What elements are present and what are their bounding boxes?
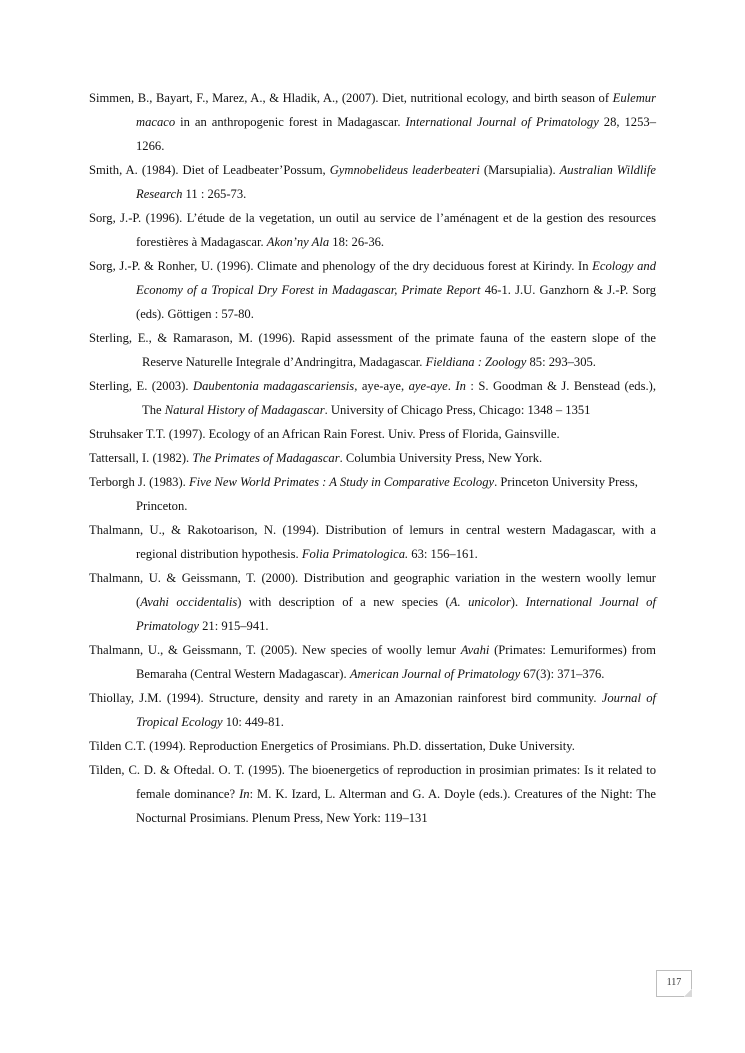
reference-list (89, 86, 656, 830)
reference-italic-text: Australian Wildlife Research (136, 163, 656, 201)
reference-text: . Princeton University Press, Princeton. (136, 475, 638, 513)
reference-text: 85: 293–305. (526, 355, 596, 369)
reference-italic-text: Fieldiana : Zoology (425, 355, 527, 369)
reference-text: 46-1. J.U. Ganzhorn & J.-P. Sorg (eds). Göttigen : 57-80. (136, 283, 656, 321)
reference-italic-text: aye-aye (408, 379, 448, 393)
reference-text: Sterling, E., & Ramarason, M. (1996). Rapid assessment of the primate fauna of the eastern slope of the Reserve Naturelle Integrale d’Andringitra, Madagascar. (89, 331, 656, 369)
reference-text: : S. Goodman & J. Benstead (eds.), The (142, 379, 656, 417)
reference-text: : M. K. Izard, L. Alterman and G. A. Doyle (eds.). Creatures of the Night: The Nocturnal Prosimians. Plenum Press, New York: 119–131 (136, 787, 656, 825)
reference-text: Thalmann, U., & Rakotoarison, N. (1994). Distribution of lemurs in central western Madagascar, with a regional distribution hypothesis. (89, 523, 656, 561)
reference-italic-text: Five New World Primates : A Study in Comparative Ecology (188, 475, 495, 489)
reference-text: . University of Chicago Press, Chicago: 1348 – 1351 (324, 403, 591, 417)
reference-italic-text: A. unicolor (449, 595, 511, 609)
reference-italic-text: Avahi occidentalis (140, 595, 238, 609)
reference-text: (Primates: Lemuriformes) from Bemaraha (Central Western Madagascar). (136, 643, 656, 681)
reference-italic-text: Akon’ny Ala (266, 235, 330, 249)
reference-text: ). (510, 595, 526, 609)
reference-text: Sorg, J.-P. & Ronher, U. (1996). Climate and phenology of the dry deciduous forest at Kirindy. In (89, 259, 593, 273)
reference-text: ) with description of a new species ( (237, 595, 450, 609)
reference-text: 10: 449-81. (222, 715, 284, 729)
reference-italic-text: Daubentonia madagascariensis (193, 379, 355, 393)
reference-text: 21: 915–941. (198, 619, 269, 633)
reference-text: Thalmann, U., & Geissmann, T. (2005). New species of woolly lemur (89, 643, 461, 657)
reference-text: Thiollay, J.M. (1994). Structure, density and rarety in an Amazonian rainforest bird community. (89, 691, 602, 705)
reference-entry (89, 734, 656, 758)
reference-text: Tilden, C. D. & Oftedal. O. T. (1995). The bioenergetics of reproduction in prosimian primates: Is it related to female dominance? (89, 763, 656, 801)
reference-entry (89, 86, 656, 158)
reference-italic-text: International Journal of Primatology (136, 595, 656, 633)
reference-entry (89, 686, 656, 734)
reference-text: Thalmann, U. & Geissmann, T. (2000). Distribution and geographic variation in the western woolly lemur ( (89, 571, 656, 609)
reference-italic-text: Journal of Tropical Ecology (136, 691, 656, 729)
reference-italic-text: International Journal of Primatology (405, 115, 599, 129)
reference-text: Sterling, E. (2003). (89, 379, 194, 393)
reference-entry (89, 758, 656, 830)
reference-text: , aye-aye, (354, 379, 409, 393)
reference-entry (89, 446, 656, 470)
reference-italic-text: In (455, 379, 466, 393)
reference-entry (89, 566, 656, 638)
reference-entry (89, 326, 656, 374)
reference-entry (89, 470, 656, 518)
reference-italic-text: Ecology and Economy of a Tropical Dry Forest in Madagascar, Primate Report (136, 259, 656, 297)
reference-text: Smith, A. (1984). Diet of Leadbeater’Possum, (89, 163, 330, 177)
reference-text: Simmen, B., Bayart, F., Marez, A., & Hladik, A., (2007). Diet, nutritional ecology, and birth season of (89, 91, 613, 105)
reference-text: 28, 1253–1266. (136, 115, 656, 153)
reference-entry (89, 638, 656, 686)
reference-entry (89, 518, 656, 566)
reference-italic-text: Gymnobelideus leaderbeateri (329, 163, 480, 177)
reference-text: Tilden C.T. (1994). Reproduction Energetics of Prosimians. Ph.D. dissertation, Duke University. (89, 739, 575, 753)
reference-entry (89, 374, 656, 422)
reference-entry (89, 254, 656, 326)
reference-italic-text: In (239, 787, 250, 801)
reference-text: (Marsupialia). (479, 163, 560, 177)
reference-text: Terborgh J. (1983). (89, 475, 189, 489)
reference-text: . Columbia University Press, New York. (339, 451, 543, 465)
reference-text: in an anthropogenic forest in Madagascar. (175, 115, 406, 129)
reference-text: Struhsaker T.T. (1997). Ecology of an African Rain Forest. Univ. Press of Florida, Gainsville. (89, 427, 560, 441)
reference-italic-text: Eulemur macaco (136, 91, 656, 129)
reference-text: 18: 26-36. (329, 235, 385, 249)
reference-text: 67(3): 371–376. (520, 667, 605, 681)
reference-entry (89, 158, 656, 206)
reference-italic-text: The Primates of Madagascar (192, 451, 340, 465)
reference-text: Sorg, J.-P. (1996). L’étude de la vegetation, un outil au service de l’aménagent et de la gestion des resources forestières à Madagascar. (89, 211, 656, 249)
reference-italic-text: American Journal of Primatology (349, 667, 521, 681)
reference-text: 11 : 265-73. (182, 187, 247, 201)
page-number: 117 (656, 970, 692, 997)
reference-text: . (447, 379, 456, 393)
reference-text: 63: 156–161. (408, 547, 478, 561)
reference-entry (89, 206, 656, 254)
reference-text: Tattersall, I. (1982). (89, 451, 193, 465)
reference-entry (89, 422, 656, 446)
reference-italic-text: Avahi (460, 643, 490, 657)
reference-italic-text: Natural History of Madagascar (164, 403, 325, 417)
reference-italic-text: Folia Primatologica. (301, 547, 409, 561)
